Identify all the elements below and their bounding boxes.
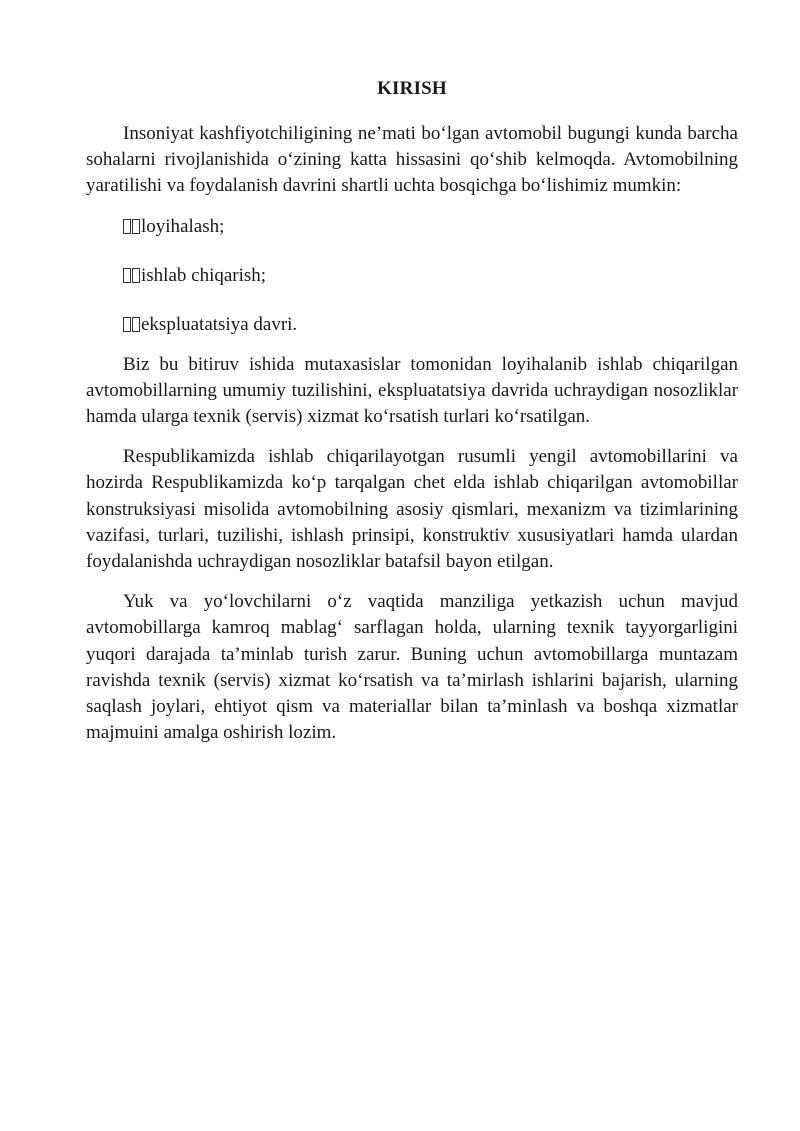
list-item-ekspluatatsiya [86, 312, 738, 338]
page-title: KIRISH [377, 78, 447, 99]
list-item-label: ekspluatatsiya davri. [141, 313, 298, 335]
missing-glyph-icon [123, 263, 141, 289]
document-page [86, 76, 738, 760]
list-item-label: loyihalash; [141, 215, 225, 237]
list-item-loyihalash [86, 214, 738, 240]
body-paragraph-3: Yuk va yo‘lovchilarni o‘z vaqtida manziliga yetkazish uchun mavjud avtomobillarga kamroq mablag‘ sarflagan holda, ularning texnik tayyorgarligini yuqori darajada ta’minlab turish zarur. Buning uchun avtomobillarga muntazam ravishda texnik (servis) xizmat ko‘rsatish va ta’mirlash ishlarini bajarish, ularning saqlash joylari, ehtiyot qism va materiallar bilan ta’minlash va boshqa xizmatlar majmuini amalga oshirish lozim. [86, 591, 738, 744]
missing-glyph-icon [123, 214, 141, 240]
body-paragraph-2: Respublikamizda ishlab chiqarilayotgan rusumli yengil avtomobillarini va hozirda Respublikamizda ko‘p tarqalgan chet elda ishlab chiqarilgan avtomobillar konstruksiyasi misolida avtomobilning asosiy qismlari, mexanizm va tizimlarining vazifasi, turlari, tuzilishi, ishlash prinsipi, konstruktiv xususiyatlari hamda ulardan foydalanishda uchraydigan nosozliklar batafsil bayon etilgan. [86, 446, 738, 573]
missing-glyph-icon [123, 312, 141, 338]
list-item-ishlab-chiqarish [86, 263, 738, 289]
intro-paragraph: Insoniyat kashfiyotchiligining ne’mati bo‘lgan avtomobil bugungi kunda barcha sohalarni rivojlanishida o‘zining katta hissasini qo‘shib kelmoqda. Avtomobilning yaratilishi va foydalanish davrini shartli uchta bosqichga bo‘lishimiz mumkin: [86, 123, 738, 197]
list-item-label: ishlab chiqarish; [141, 264, 267, 286]
body-paragraph-1: Biz bu bitiruv ishida mutaxasislar tomonidan loyihalanib ishlab chiqarilgan avtomobillarning umumiy tuzilishini, ekspluatatsiya davrida uchraydigan nosozliklar hamda ularga texnik (servis) xizmat ko‘rsatish turlari ko‘rsatilgan. [86, 353, 738, 428]
